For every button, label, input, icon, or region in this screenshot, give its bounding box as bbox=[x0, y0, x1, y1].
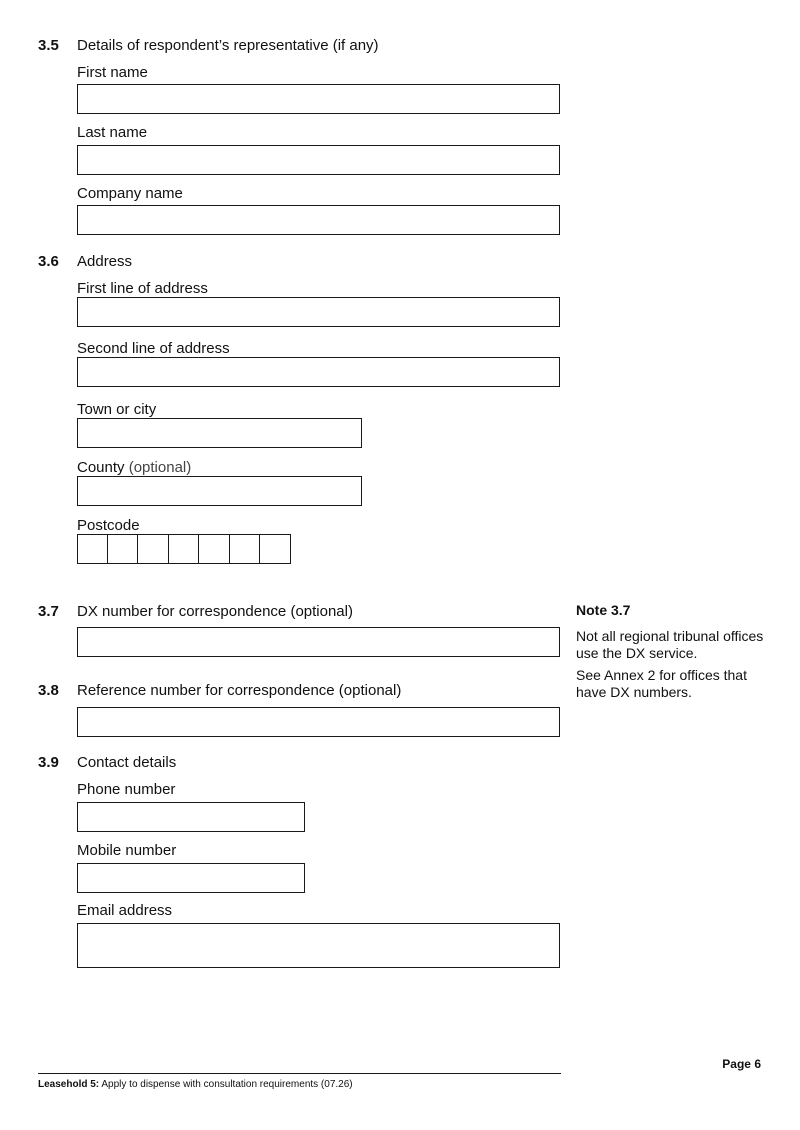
phone-input[interactable] bbox=[77, 802, 305, 832]
company-name-label: Company name bbox=[77, 185, 183, 202]
section-heading-3-6: Address bbox=[77, 253, 133, 270]
postcode-input[interactable] bbox=[77, 534, 291, 564]
optional-text: (optional) bbox=[128, 459, 192, 476]
page-number: Page 6 bbox=[722, 1057, 761, 1071]
section-number-3-7: 3.7 bbox=[38, 603, 59, 620]
town-label: Town or city bbox=[77, 401, 157, 418]
first-name-label: First name bbox=[77, 64, 148, 81]
section-number-3-8: 3.8 bbox=[38, 682, 59, 699]
section-heading-3-9: Contact details bbox=[77, 754, 177, 771]
postcode-char-box[interactable] bbox=[199, 534, 230, 564]
last-name-label: Last name bbox=[77, 124, 148, 141]
first-name-input[interactable] bbox=[77, 84, 560, 114]
company-name-input[interactable] bbox=[77, 205, 560, 235]
section-number-3-6: 3.6 bbox=[38, 253, 59, 270]
section-number-3-9: 3.9 bbox=[38, 754, 59, 771]
postcode-char-box[interactable] bbox=[169, 534, 200, 564]
section-heading-3-8: Reference number for correspondence (optional) bbox=[77, 682, 402, 699]
section-number-3-5: 3.5 bbox=[38, 37, 59, 54]
note-title: Note 3.7 bbox=[576, 602, 631, 618]
postcode-label: Postcode bbox=[77, 517, 140, 534]
dx-number-input[interactable] bbox=[77, 627, 560, 657]
county-label-text: County bbox=[77, 459, 125, 476]
postcode-char-box[interactable] bbox=[77, 534, 108, 564]
mobile-input[interactable] bbox=[77, 863, 305, 893]
footer-divider bbox=[38, 1073, 561, 1074]
address-line2-input[interactable] bbox=[77, 357, 560, 387]
postcode-char-box[interactable] bbox=[138, 534, 169, 564]
postcode-char-box[interactable] bbox=[108, 534, 139, 564]
reference-number-input[interactable] bbox=[77, 707, 560, 737]
address-line1-input[interactable] bbox=[77, 297, 560, 327]
town-input[interactable] bbox=[77, 418, 362, 448]
phone-label: Phone number bbox=[77, 781, 176, 798]
mobile-label: Mobile number bbox=[77, 842, 177, 859]
email-label: Email address bbox=[77, 902, 173, 919]
section-heading-3-5: Details of respondent’s representative (if any) bbox=[77, 37, 379, 54]
postcode-char-box[interactable] bbox=[260, 534, 291, 564]
address-line2-label: Second line of address bbox=[77, 340, 230, 357]
address-line1-label: First line of address bbox=[77, 280, 208, 297]
postcode-char-box[interactable] bbox=[230, 534, 261, 564]
county-input[interactable] bbox=[77, 476, 362, 506]
county-label bbox=[77, 459, 191, 476]
footer-form-name: Leasehold 5: bbox=[38, 1079, 100, 1090]
footer-form-title bbox=[38, 1079, 353, 1090]
last-name-input[interactable] bbox=[77, 145, 560, 175]
note-paragraph-1: Not all regional tribunal offices use the DX service. bbox=[576, 628, 764, 661]
footer-form-desc: Apply to dispense with consultation requirements (07.26) bbox=[99, 1079, 353, 1090]
email-input[interactable] bbox=[77, 923, 560, 968]
note-paragraph-2: See Annex 2 for offices that have DX numbers. bbox=[576, 667, 747, 700]
section-heading-3-7: DX number for correspondence (optional) bbox=[77, 603, 353, 620]
